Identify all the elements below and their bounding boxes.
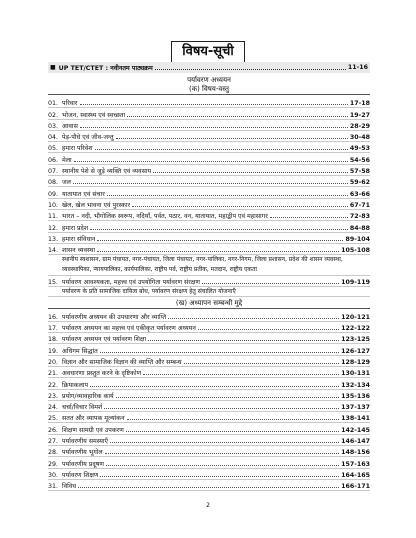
page-number: 2	[206, 502, 210, 509]
toc-row	[48, 457, 370, 468]
row-pages: 57-58	[349, 168, 370, 176]
row-number: 04.	[48, 134, 59, 142]
part-b-list	[48, 310, 370, 491]
leader-dots	[184, 363, 339, 364]
row-title: चर्चा/विचार विमर्श	[62, 404, 103, 412]
row-title: हमारा संविधान	[62, 235, 96, 243]
toc-row	[48, 423, 370, 434]
part-a-list	[48, 97, 370, 255]
row-pages: 166-171	[341, 483, 370, 491]
toc-row	[48, 367, 370, 378]
part-a-title: (क) विषय-वस्तु	[48, 85, 370, 95]
row-number: 19.	[48, 347, 59, 355]
row-number: 05.	[48, 145, 59, 153]
row-pages: 54-56	[349, 156, 370, 164]
row-pages: 105-108	[341, 247, 370, 255]
row-title: शिक्षण सामग्री एवं उपकरण	[62, 426, 124, 434]
row-pages: 123-125	[341, 336, 370, 344]
toc-row	[48, 344, 370, 355]
row-number: 08.	[48, 179, 59, 187]
row-pages: 59-62	[349, 179, 370, 187]
leader-dots	[74, 161, 348, 162]
leader-dots	[73, 183, 348, 184]
leader-dots	[110, 442, 339, 443]
row-pages: 19-27	[349, 111, 370, 119]
row-number: 26.	[48, 426, 59, 434]
toc-row	[48, 187, 370, 198]
toc-row	[48, 333, 370, 344]
leader-dots	[198, 329, 339, 330]
row-number: 31.	[48, 483, 59, 491]
toc-row	[48, 412, 370, 423]
row-pages: 89-104	[345, 235, 370, 243]
toc-row	[48, 108, 370, 119]
row-title: भोजन, स्वास्थ्य एवं स्वच्छता	[62, 111, 126, 119]
row-number: 20.	[48, 358, 59, 366]
row-pages: 84-88	[349, 224, 370, 232]
row-number: 14.	[48, 247, 59, 255]
toc-row	[48, 401, 370, 412]
row-title: प्रयोग/व्यावहारिक कार्य	[62, 392, 114, 400]
leader-dots	[95, 149, 348, 150]
leader-dots	[143, 374, 339, 375]
row-pages: 157-163	[341, 460, 370, 468]
toc-row	[48, 390, 370, 401]
row-title: आवास	[62, 122, 78, 130]
leader-dots	[127, 116, 348, 117]
leader-dots	[148, 340, 339, 341]
row-number: 11.	[48, 213, 59, 221]
row-title: पर्यावरणीय समस्याएँ	[62, 438, 109, 446]
row-number: 10.	[48, 201, 59, 209]
row-title: सतत और व्यापक मूल्यांकन	[62, 415, 125, 423]
toc-row	[48, 322, 370, 333]
leader-dots	[97, 251, 339, 252]
row-number: 02.	[48, 111, 59, 119]
row-number: 09.	[48, 190, 59, 198]
row-number: 21.	[48, 370, 59, 378]
row-title: जल	[62, 179, 71, 187]
row-title: स्थानीय पेशे से जुड़े व्यक्ति एवं व्यवसाय	[62, 168, 152, 176]
row-number: 07.	[48, 168, 59, 176]
row-title: अधिगम सिद्धांत	[62, 347, 98, 355]
toc-row	[48, 142, 370, 153]
toc-row	[48, 165, 370, 176]
row-number: 28.	[48, 449, 59, 457]
row-pages: 122-122	[341, 325, 370, 333]
row-number: 24.	[48, 404, 59, 412]
toc-row	[48, 221, 370, 232]
part-b-title: (ख) अध्यापन सम्बन्धी मुद्दे	[48, 298, 370, 309]
toc-row	[48, 176, 370, 187]
intro-pages: 11-16	[347, 64, 368, 71]
row-title: पर्यावरण अध्ययन एवं पर्यावरण शिक्षा	[62, 336, 147, 344]
intro-row	[48, 62, 370, 73]
row-title: हमारा परिवेश	[62, 145, 93, 153]
leader-dots	[100, 476, 339, 477]
leader-dots	[100, 352, 339, 353]
row-pages: 142-145	[341, 426, 370, 434]
leader-dots	[78, 487, 339, 488]
leader-dots	[107, 195, 348, 196]
toc-row	[48, 446, 370, 457]
toc-row	[48, 210, 370, 221]
row-title: पर्यावरण आवश्यकता, महत्त्व एवं उपयोगिता पर्यावरण संरक्षण	[62, 279, 200, 287]
row-title: यातायात एवं संचार	[62, 190, 105, 198]
row-pages: 67-71	[349, 201, 370, 209]
row-number: 27.	[48, 438, 59, 446]
row-number: 29.	[48, 460, 59, 468]
row-pages: 72-83	[349, 213, 370, 221]
leader-dots	[132, 206, 348, 207]
intro-label: UP TET/CTET : नवीनतम पाठ्यक्रम	[58, 65, 153, 72]
toc-row	[48, 480, 370, 491]
row-pages: 137-137	[341, 404, 370, 412]
row-number: 01.	[48, 100, 59, 108]
leader-dots	[97, 240, 343, 241]
note-14: स्थानीय स्वशासन, ग्राम पंचायत, नगर-पंचायत, जिला पंचायत, नगर-पालिका, नगर-निगम, जिला प्रशासन, प्रदेश की शासन व्यवस्था, व्यवस्थापिका, न्यायपालिका, कार्यपालिका, राष्ट्रीय पर्व, राष्ट्रीय प्रतीक, मतदान, राष्ट्रीय एकता	[48, 255, 370, 276]
toc-row	[48, 131, 370, 142]
leader-dots	[90, 229, 348, 230]
row-title: पर्यावरणीय प्रदूषण	[62, 460, 104, 468]
row-pages: 30-48	[349, 134, 370, 142]
row-title: पर्यावरण शिक्षण	[62, 471, 99, 479]
row-number: 03.	[48, 122, 59, 130]
row-title: विविध	[62, 483, 77, 491]
row-number: 25.	[48, 415, 59, 423]
row-pages: 128-129	[341, 358, 370, 366]
toc-row	[48, 244, 370, 255]
note-15: पर्यावरण के प्रति सामाजिक दायित्व बोध, पर्यावरण संरक्षण हेतु संचालित योजनाएँ	[48, 287, 370, 297]
row-title: मेला	[62, 156, 72, 164]
row-number: 23.	[48, 392, 59, 400]
row-number: 12.	[48, 224, 59, 232]
row-title: शासन व्यवस्था	[62, 247, 95, 255]
leader-dots	[90, 386, 339, 387]
row-pages: 135-136	[341, 392, 370, 400]
row-title: पर्यावरणीय अध्ययन की उपधारणा और व्याप्ति	[62, 313, 167, 321]
square-bullet-icon: ■	[50, 64, 56, 71]
leader-dots	[126, 431, 339, 432]
toc-row	[48, 435, 370, 446]
row-pages: 148-156	[341, 449, 370, 457]
toc-row	[48, 469, 370, 480]
leader-dots	[270, 217, 348, 218]
row-number: 18.	[48, 336, 59, 344]
toc-row	[48, 97, 370, 108]
leader-dots	[153, 172, 348, 173]
row-title: पर्यावरण अध्ययन का महत्त्व एवं एकीकृत पर्यावरण अध्ययन	[62, 325, 196, 333]
row-title: भारत – नदी, भौगोलिक स्वरूप, नदियाँ, पर्वत, पठार, वन, यातायात, महाद्वीप एवं महासागर	[62, 213, 268, 221]
row-pages: 120-121	[341, 313, 370, 321]
leader-dots	[105, 453, 339, 454]
leader-dots	[116, 138, 348, 139]
row-pages: 164-165	[341, 471, 370, 479]
row-pages: 130-131	[341, 370, 370, 378]
row-pages: 109-119	[341, 279, 370, 287]
row-title: परिवार	[62, 100, 78, 108]
row-pages: 63-66	[349, 190, 370, 198]
toc-row	[48, 153, 370, 164]
leader-dots	[127, 419, 340, 420]
row-number: 16.	[48, 313, 59, 321]
title-wrap	[0, 0, 416, 63]
row-pages: 132-134	[341, 381, 370, 389]
toc-row	[48, 233, 370, 244]
row-number: 22.	[48, 381, 59, 389]
leader-dots	[116, 397, 339, 398]
row-number: 15.	[48, 279, 59, 287]
leader-dots	[104, 408, 339, 409]
leader-dots	[80, 104, 348, 105]
row-pages: 126-127	[341, 347, 370, 355]
row-title: पेड़-पौधे एवं जीव-जन्तु	[62, 134, 114, 142]
page-title: विषय-सूची	[171, 41, 244, 63]
leader-dots	[202, 283, 339, 284]
row-title: हमारा प्रदेश	[62, 224, 89, 232]
row-number: 06.	[48, 156, 59, 164]
leader-dots	[106, 465, 339, 466]
leader-dots	[168, 318, 339, 319]
section-heading: पर्यावरण अध्ययन	[187, 76, 231, 84]
toc-content	[48, 62, 370, 491]
row-number: 13.	[48, 235, 59, 243]
row-title: विज्ञान और सामाजिक विज्ञान की व्याप्ति और सम्बन्ध	[62, 358, 182, 366]
row-pages: 49-53	[349, 145, 370, 153]
toc-row	[48, 120, 370, 131]
row-title: पर्यावरणीय भूगोल	[62, 449, 103, 457]
toc-row	[48, 378, 370, 389]
row-title: अवधारणा प्रस्तुत करने के दृष्टिकोण	[62, 370, 142, 378]
row-title: खेल, खेल भावना एवं पुरस्कार	[62, 201, 131, 209]
row-pages: 17-18	[349, 100, 370, 108]
toc-row	[48, 310, 370, 321]
row-title: क्रियाकलाप	[62, 381, 89, 389]
toc-row-15	[48, 276, 370, 287]
leader-dots	[80, 127, 348, 128]
row-number: 30.	[48, 471, 59, 479]
row-pages: 28-29	[349, 122, 370, 130]
row-pages: 146-147	[341, 438, 370, 446]
toc-row	[48, 356, 370, 367]
leader-dots	[155, 64, 346, 70]
row-pages: 138-141	[341, 415, 370, 423]
toc-row	[48, 199, 370, 210]
row-number: 17.	[48, 325, 59, 333]
